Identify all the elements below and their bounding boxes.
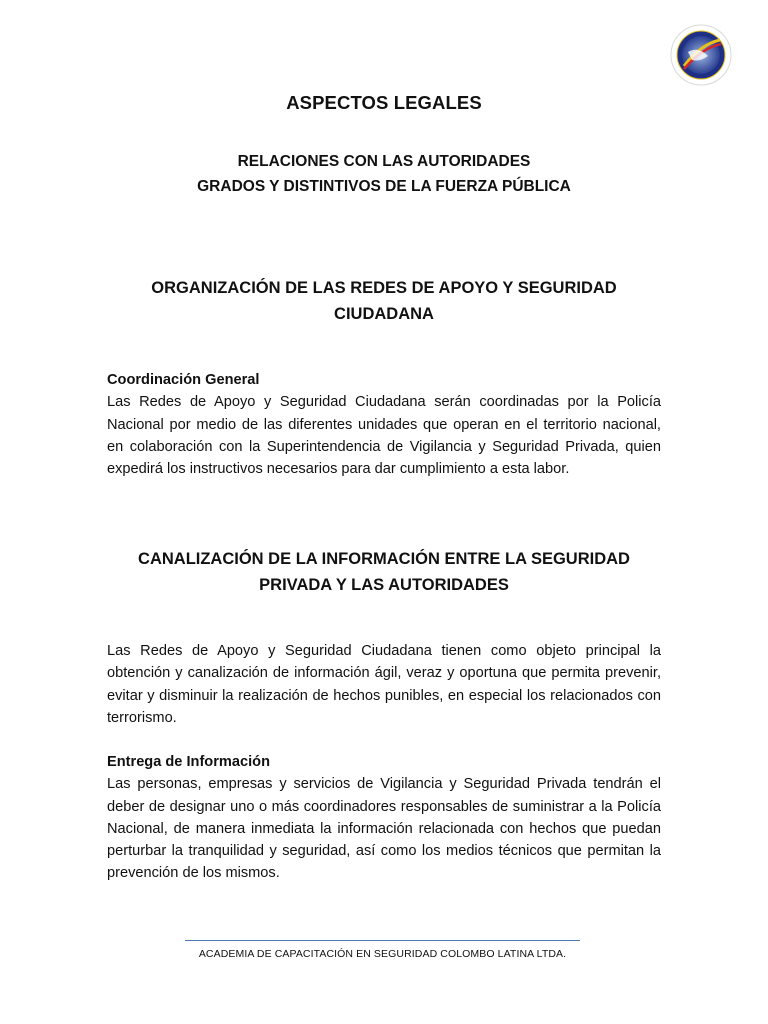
section-1-body <box>107 369 661 480</box>
section-2-body <box>107 640 661 729</box>
section-2-heading-line-1: CANALIZACIÓN DE LA INFORMACIÓN ENTRE LA SEGURIDAD <box>138 550 630 568</box>
subtitle-line-1: RELACIONES CON LAS AUTORIDADES <box>237 153 531 170</box>
section-2-heading-line-2: PRIVADA Y LAS AUTORIDADES <box>259 576 509 594</box>
subtitle-line-2: GRADOS Y DISTINTIVOS DE LA FUERZA PÚBLICA <box>197 178 571 195</box>
entrega-informacion-body <box>107 751 661 885</box>
footer-text: ACADEMIA DE CAPACITACIÓN EN SEGURIDAD COLOMBO LATINA LTDA. <box>198 948 567 960</box>
document-title: ASPECTOS LEGALES <box>286 92 482 113</box>
footer-divider <box>185 940 580 941</box>
coordinacion-general-subheading: Coordinación General <box>107 372 260 388</box>
section-1-heading-line-2: CIUDADANA <box>334 305 434 323</box>
coordinacion-general-paragraph: Las Redes de Apoyo y Seguridad Ciudadana serán coordinadas por la Policía Nacional por medio de las diferentes unidades que operan en el territorio nacional, en colaboración con la Superintendencia de Vigilancia y Seguridad Privada, quien expedirá los instructivos necesarios para dar cumplimiento a esta labor. <box>107 394 661 478</box>
entrega-informacion-subheading: Entrega de Información <box>107 754 270 770</box>
entrega-informacion-paragraph: Las personas, empresas y servicios de Vigilancia y Seguridad Privada tendrán el deber de designar uno o más coordinadores responsables de suministrar a la Policía Nacional, de manera inmediata la información relacionada con hechos que puedan perturbar la tranquilidad y seguridad, así como los medios técnicos que permitan la prevención de los mismos. <box>107 776 661 882</box>
academy-emblem-icon <box>668 22 734 88</box>
canalizacion-paragraph: Las Redes de Apoyo y Seguridad Ciudadana tienen como objeto principal la obtención y canalización de información ágil, veraz y oportuna que permita prevenir, evitar y disminuir la realización de hechos punibles, en especial los relacionados con terrorismo. <box>107 643 661 726</box>
section-1-heading-line-1: ORGANIZACIÓN DE LAS REDES DE APOYO Y SEGURIDAD <box>151 279 617 297</box>
